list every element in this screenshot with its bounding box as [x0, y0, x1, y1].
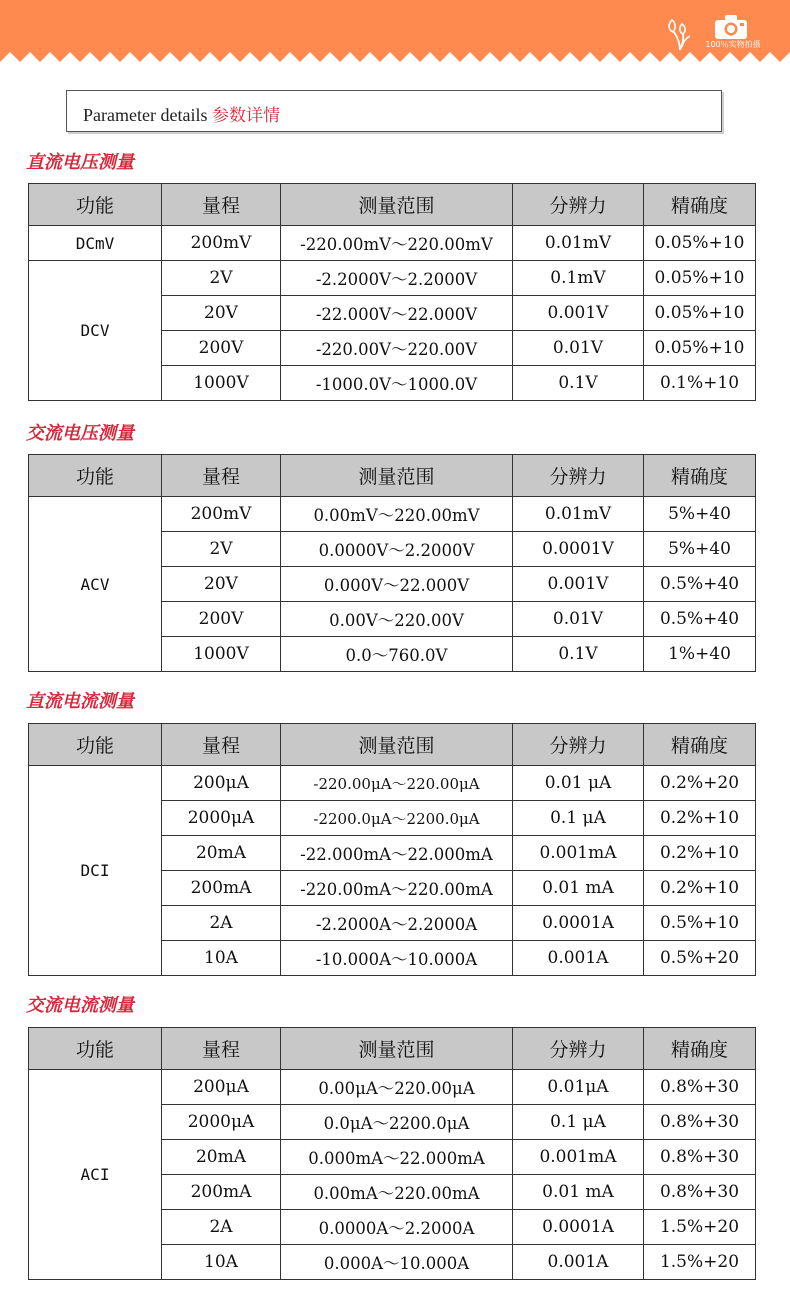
top-banner — [0, 0, 790, 66]
function-cell: ACI — [29, 1070, 162, 1280]
range-cell: 2V — [162, 532, 281, 567]
resolution-cell: 0.01mV — [513, 226, 644, 261]
function-cell: ACV — [29, 497, 162, 672]
range-cell: 2000μA — [162, 1105, 281, 1140]
header-range: 量程 — [162, 1028, 281, 1070]
resolution-cell: 0.001mA — [513, 1140, 644, 1175]
spec-table-ac-current — [28, 1027, 756, 1280]
span-cell: 0.00mV～220.00mV — [281, 497, 513, 532]
header-accuracy: 精确度 — [644, 1028, 756, 1070]
span-cell: 0.0μA～2200.0μA — [281, 1105, 513, 1140]
table-header-row — [29, 184, 756, 226]
camera-icon — [714, 14, 748, 40]
resolution-cell: 0.1 μA — [513, 801, 644, 836]
header-measure-span: 测量范围 — [281, 184, 513, 226]
accuracy-cell: 0.05%+10 — [644, 331, 756, 366]
span-cell: 0.00μA～220.00μA — [281, 1070, 513, 1105]
accuracy-cell: 0.05%+10 — [644, 261, 756, 296]
table-row — [29, 261, 756, 296]
accuracy-cell: 0.8%+30 — [644, 1070, 756, 1105]
resolution-cell: 0.01 mA — [513, 1175, 644, 1210]
page-title-cn: 参数详情 — [211, 106, 280, 126]
span-cell: -10.000A～10.000A — [281, 941, 513, 976]
spec-table-ac-voltage — [28, 454, 756, 672]
range-cell: 200mV — [162, 226, 281, 261]
range-cell: 20V — [162, 567, 281, 602]
accuracy-cell: 0.8%+30 — [644, 1140, 756, 1175]
span-cell: -2.2000A～2.2000A — [281, 906, 513, 941]
range-cell: 200μA — [162, 766, 281, 801]
header-function: 功能 — [29, 455, 162, 497]
page-title — [83, 101, 280, 126]
accuracy-cell: 0.8%+30 — [644, 1105, 756, 1140]
accuracy-cell: 0.8%+30 — [644, 1175, 756, 1210]
header-range: 量程 — [162, 455, 281, 497]
function-cell: DCV — [29, 261, 162, 401]
section-title-dc-voltage: 直流电压测量 — [26, 152, 134, 173]
page-title-en: Parameter details — [83, 105, 208, 125]
header-accuracy: 精确度 — [644, 724, 756, 766]
accuracy-cell: 5%+40 — [644, 532, 756, 567]
accuracy-cell: 0.5%+40 — [644, 567, 756, 602]
resolution-cell: 0.001V — [513, 567, 644, 602]
resolution-cell: 0.1 μA — [513, 1105, 644, 1140]
accuracy-cell: 0.5%+20 — [644, 941, 756, 976]
resolution-cell: 0.01V — [513, 331, 644, 366]
range-cell: 20mA — [162, 1140, 281, 1175]
resolution-cell: 0.001mA — [513, 836, 644, 871]
resolution-cell: 0.001V — [513, 296, 644, 331]
function-cell: DCI — [29, 766, 162, 976]
span-cell: -2200.0μA～2200.0μA — [281, 801, 513, 836]
accuracy-cell: 1%+40 — [644, 637, 756, 672]
accuracy-cell: 0.5%+10 — [644, 906, 756, 941]
range-cell: 2000μA — [162, 801, 281, 836]
range-cell: 200mA — [162, 1175, 281, 1210]
table-header-row — [29, 1028, 756, 1070]
range-cell: 200V — [162, 331, 281, 366]
accuracy-cell: 5%+40 — [644, 497, 756, 532]
span-cell: 0.000mA～22.000mA — [281, 1140, 513, 1175]
span-cell: 0.000V～22.000V — [281, 567, 513, 602]
resolution-cell: 0.01 μA — [513, 766, 644, 801]
section-title-dc-current: 直流电流测量 — [26, 691, 134, 712]
header-function: 功能 — [29, 184, 162, 226]
header-accuracy: 精确度 — [644, 184, 756, 226]
table-header-row — [29, 455, 756, 497]
page-title-box — [66, 90, 722, 132]
header-resolution: 分辨力 — [513, 724, 644, 766]
range-cell: 200V — [162, 602, 281, 637]
resolution-cell: 0.1V — [513, 637, 644, 672]
span-cell: 0.00V～220.00V — [281, 602, 513, 637]
resolution-cell: 0.1V — [513, 366, 644, 401]
accuracy-cell: 0.05%+10 — [644, 226, 756, 261]
photo-badge — [662, 10, 772, 54]
span-cell: 0.000A～10.000A — [281, 1245, 513, 1280]
span-cell: -22.000mA～22.000mA — [281, 836, 513, 871]
span-cell: -2.2000V～2.2000V — [281, 261, 513, 296]
header-range: 量程 — [162, 724, 281, 766]
header-measure-span: 测量范围 — [281, 1028, 513, 1070]
section-title-ac-current: 交流电流测量 — [26, 995, 134, 1016]
span-cell: -220.00mV～220.00mV — [281, 226, 513, 261]
accuracy-cell: 0.2%+20 — [644, 766, 756, 801]
span-cell: 0.00mA～220.00mA — [281, 1175, 513, 1210]
header-function: 功能 — [29, 1028, 162, 1070]
table-row — [29, 766, 756, 801]
range-cell: 10A — [162, 941, 281, 976]
table-header-row — [29, 724, 756, 766]
function-cell: DCmV — [29, 226, 162, 261]
span-cell: -22.000V～22.000V — [281, 296, 513, 331]
header-accuracy: 精确度 — [644, 455, 756, 497]
header-resolution: 分辨力 — [513, 455, 644, 497]
span-cell: 0.0000A～2.2000A — [281, 1210, 513, 1245]
resolution-cell: 0.0001A — [513, 1210, 644, 1245]
table-row — [29, 226, 756, 261]
range-cell: 10A — [162, 1245, 281, 1280]
accuracy-cell: 0.2%+10 — [644, 801, 756, 836]
section-title-ac-voltage: 交流电压测量 — [26, 423, 134, 444]
accuracy-cell: 0.2%+10 — [644, 871, 756, 906]
resolution-cell: 0.01V — [513, 602, 644, 637]
spec-table-dc-current — [28, 723, 756, 976]
header-resolution: 分辨力 — [513, 184, 644, 226]
spec-table-dc-voltage — [28, 183, 756, 401]
range-cell: 200mV — [162, 497, 281, 532]
range-cell: 20V — [162, 296, 281, 331]
span-cell: -220.00mA～220.00mA — [281, 871, 513, 906]
range-cell: 1000V — [162, 637, 281, 672]
resolution-cell: 0.01 mA — [513, 871, 644, 906]
span-cell: -220.00μA～220.00μA — [281, 766, 513, 801]
span-cell: -220.00V～220.00V — [281, 331, 513, 366]
resolution-cell: 0.01mV — [513, 497, 644, 532]
span-cell: -1000.0V～1000.0V — [281, 366, 513, 401]
table-row — [29, 497, 756, 532]
resolution-cell: 0.1mV — [513, 261, 644, 296]
flower-icon — [662, 14, 698, 52]
range-cell: 2A — [162, 906, 281, 941]
table-row — [29, 1070, 756, 1105]
range-cell: 1000V — [162, 366, 281, 401]
range-cell: 2A — [162, 1210, 281, 1245]
header-range: 量程 — [162, 184, 281, 226]
accuracy-cell: 0.5%+40 — [644, 602, 756, 637]
accuracy-cell: 0.05%+10 — [644, 296, 756, 331]
range-cell: 200mA — [162, 871, 281, 906]
span-cell: 0.0～760.0V — [281, 637, 513, 672]
range-cell: 200μA — [162, 1070, 281, 1105]
accuracy-cell: 0.1%+10 — [644, 366, 756, 401]
range-cell: 20mA — [162, 836, 281, 871]
resolution-cell: 0.01μA — [513, 1070, 644, 1105]
resolution-cell: 0.001A — [513, 941, 644, 976]
resolution-cell: 0.001A — [513, 1245, 644, 1280]
accuracy-cell: 1.5%+20 — [644, 1210, 756, 1245]
range-cell: 2V — [162, 261, 281, 296]
header-measure-span: 测量范围 — [281, 724, 513, 766]
header-function: 功能 — [29, 724, 162, 766]
badge-text: 100％实物拍摄 — [705, 40, 761, 49]
span-cell: 0.0000V～2.2000V — [281, 532, 513, 567]
accuracy-cell: 1.5%+20 — [644, 1245, 756, 1280]
header-resolution: 分辨力 — [513, 1028, 644, 1070]
header-measure-span: 测量范围 — [281, 455, 513, 497]
resolution-cell: 0.0001V — [513, 532, 644, 567]
resolution-cell: 0.0001A — [513, 906, 644, 941]
accuracy-cell: 0.2%+10 — [644, 836, 756, 871]
